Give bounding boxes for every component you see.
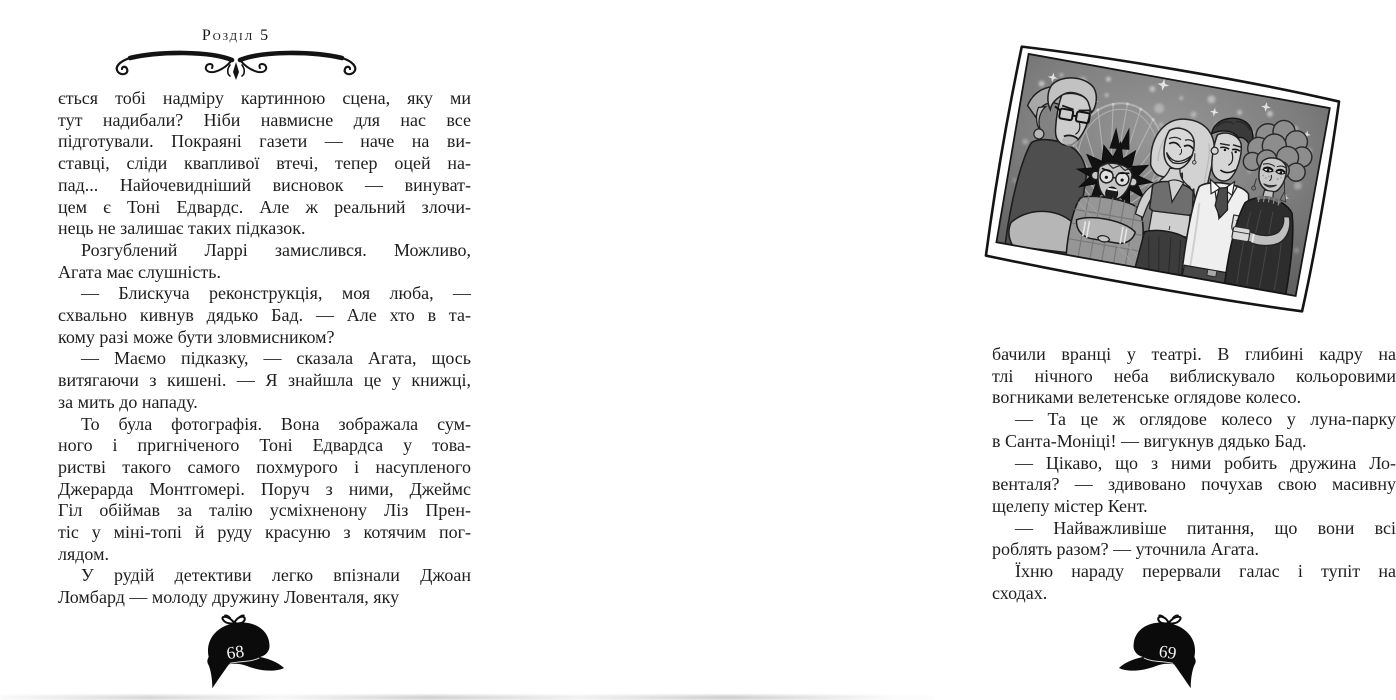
left-page [0, 0, 471, 700]
text-line: венталя? — здивовано почухав свою масивну [992, 474, 1396, 495]
text-line: — Блискуча реконструкція, моя люба, — [81, 283, 471, 304]
deerstalker-hat-icon [1118, 611, 1210, 691]
paragraph [992, 518, 1396, 561]
text-line: Їхню нараду перервали галас і тупіт на [1015, 561, 1396, 582]
paragraph [58, 240, 471, 283]
text-line: ного і пригніченого Тоні Едвардса у това- [58, 435, 471, 456]
photo-illustration [980, 39, 1344, 318]
text-line: витягаючи з кишені. — Я знайшла це у книжці, [58, 370, 471, 391]
right-page-text [992, 344, 1396, 604]
paragraph [58, 283, 471, 348]
text-line: То була фотографія. Вона зображала сум- [81, 413, 471, 434]
text-line: Джерарда Монтгомері. Поруч з ними, Джеймс [58, 478, 471, 499]
photo-illustration-svg [980, 39, 1344, 318]
left-page-text [58, 88, 471, 609]
deerstalker-hat-icon [193, 611, 285, 691]
scroll-flourish-icon [100, 48, 372, 84]
paragraph [58, 414, 471, 566]
paragraph [58, 348, 471, 413]
text-line: лядом. [58, 543, 109, 564]
text-line: пад... Найочевидніший висновок — винуват- [58, 174, 471, 195]
paragraph [58, 565, 471, 608]
text-line: роблять разом? — уточнила Агата. [992, 539, 1260, 560]
text-line: — Найважливіше питання, що вони всі [1015, 517, 1396, 538]
paragraph [992, 409, 1396, 452]
text-line: тлі нічного неба виблискувало кольоровими [992, 365, 1396, 386]
page-number: 68 [225, 640, 246, 664]
paragraph [58, 88, 471, 240]
chapter-header: Розділ 5 [201, 27, 271, 44]
text-line: тут надибали? Ніби навмисне для нас все [58, 109, 471, 130]
page-number: 69 [1157, 640, 1178, 664]
text-line: в Санта-Моніці! — вигукнув дядько Бад. [992, 430, 1307, 451]
text-line: кому разі може бути зловмисником? [58, 326, 335, 347]
text-line: щелепу містер Кент. [992, 495, 1148, 516]
right-page [466, 0, 1396, 700]
text-line: тіс у міні-топі й руду красуню з котячим пог- [58, 522, 471, 543]
text-line: У рудій детективи легко впізнали Джоан [81, 565, 471, 586]
text-line: ристві такого самого похмурого і насупленого [58, 456, 471, 477]
text-line: — Та це ж оглядове колесо у луна-парку [1015, 409, 1396, 430]
text-line: ставці, сліди квапливої втечі, тепер оцей на- [58, 153, 471, 174]
text-line: — Цікаво, що з ними робить дружина Ло- [1015, 452, 1396, 473]
text-line: бачили вранці у театрі. В глибині кадру на [992, 344, 1396, 364]
text-line: за мить до нападу. [58, 391, 198, 412]
text-line: схвально кивнув дядько Бад. — Але хто в та- [58, 305, 471, 326]
text-line: Гіл обіймав за талію усміхненону Ліз Прен- [58, 500, 471, 521]
text-line: цем є Тоні Едвардс. Але ж реальний злочи- [58, 196, 471, 217]
text-line: Агата має слушність. [58, 261, 221, 282]
text-line: підготували. Покраяні газети — наче на ви- [58, 131, 471, 152]
text-line: ється тобі надміру картинною сцена, яку ми [58, 88, 471, 108]
paragraph [992, 561, 1396, 604]
text-line: сходах. [992, 582, 1048, 603]
paragraph [992, 453, 1396, 518]
text-line: Ломбард — молоду дружину Ловенталя, яку [58, 587, 400, 608]
paragraph [992, 344, 1396, 409]
text-line: нець не залишає таких підказок. [58, 218, 306, 239]
scan-edge-shadow [0, 695, 933, 700]
text-line: вогниками велетенське оглядове колесо. [992, 387, 1302, 408]
text-line: Розгублений Ларрі замислився. Можливо, [81, 239, 471, 260]
text-line: — Маємо підказку, — сказала Агата, щось [81, 348, 471, 369]
